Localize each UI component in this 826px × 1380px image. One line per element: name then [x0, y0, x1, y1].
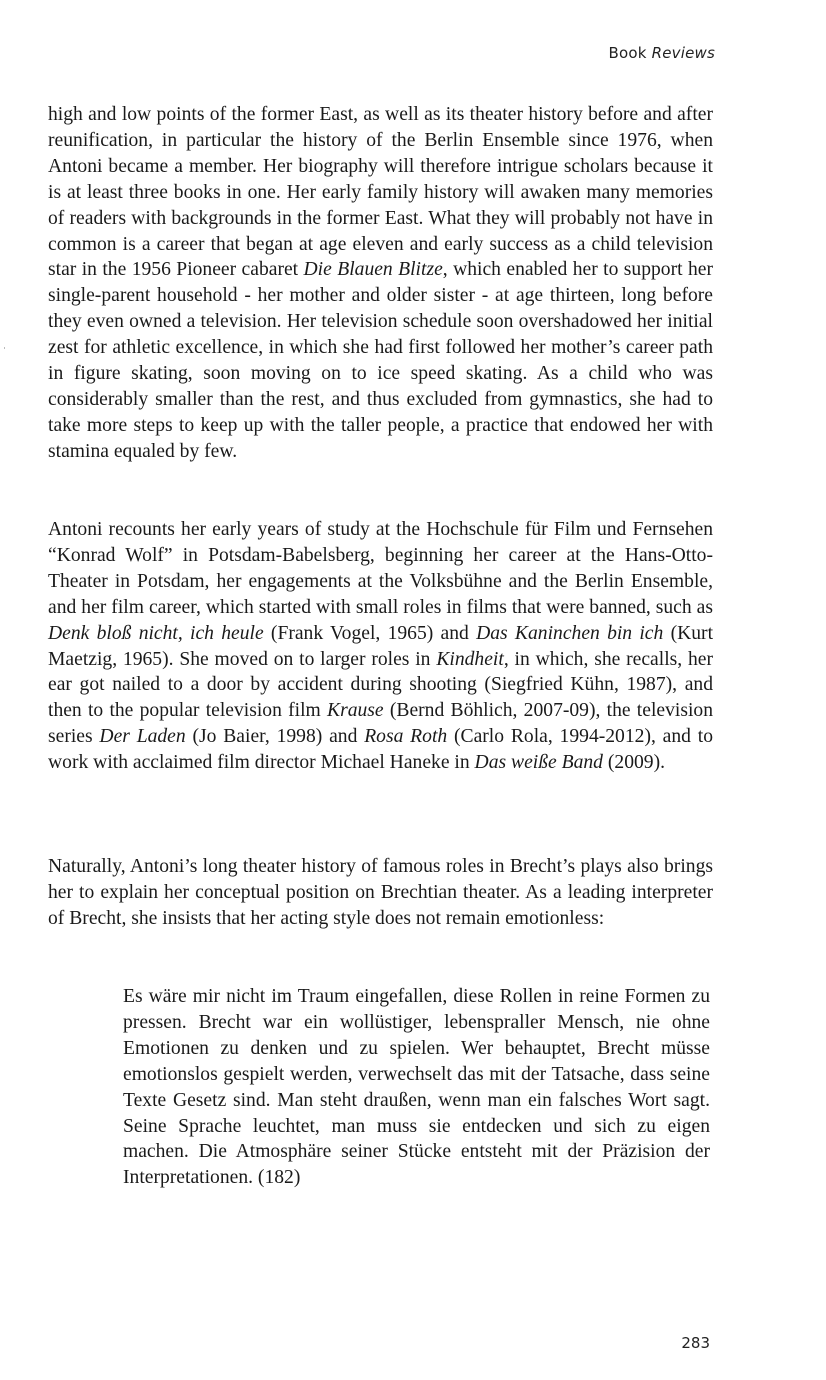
- margin-mark: [4, 347, 5, 349]
- italic-title: Denk bloß nicht, ich heule: [48, 622, 264, 644]
- paragraph-1: [48, 102, 713, 465]
- text-run: (Kurt Maetzig, 1965). She moved on to larger roles in: [48, 622, 714, 670]
- italic-title: Kindheit: [436, 648, 504, 670]
- text-run: (Carlo Rola, 1994-2012), and to work with acclaimed film director Michael Haneke in: [48, 726, 714, 774]
- text-run: (Frank Vogel, 1965) and: [263, 622, 477, 644]
- text-run: , which enabled her to support her single-parent household - her mother and older sister - at age thirteen, long before they even owned a television. Her television schedule soon overshadowed her initial zest for athletic excellence, in which she had first followed her mother’s career path in figure skating, soon moving on to ice speed skating. As a child who was considerably smaller than the rest, and thus excluded from gymnastics, she had to take more steps to keep up with the taller people, a practice that endowed her with stamina equaled by few.: [48, 259, 713, 462]
- text-run: (Bernd Böhlich, 2007-09), the television series: [48, 700, 713, 748]
- text-run: Naturally, Antoni’s long theater history of famous roles in Brecht’s plays also brings her to explain her conceptual position on Brechtian theater. As a leading interpreter of Brecht, she insists that her acting style does not remain emotionless:: [48, 856, 713, 929]
- text-run: high and low points of the former East, as well as its theater history before and after reunification, in particular the history of the Berlin Ensemble since 1976, when Antoni became a member. Her biography will therefore intrigue scholars because it is at least three books in one. Her early family history will awaken many memories of readers with backgrounds in the former East. What they will probably not have in common is a career that began at age eleven and early success as a child television star in the 1956 Pioneer cabaret: [48, 104, 713, 281]
- running-head: [608, 44, 715, 62]
- text-run: , in which, she recalls, her ear got nailed to a door by accident during shooting (Siegfried Kühn, 1987), and then to the popular television film: [48, 648, 713, 722]
- text-run: (2009).: [602, 752, 666, 774]
- text-run: Antoni recounts her early years of study at the Hochschule für Film und Fernsehen “Konrad Wolf” in Potsdam-Babelsberg, beginning her career at the Hans-Otto-Theater in Potsdam, her engagements at the Volksbühne and the Berlin Ensemble, and her film career, which started with small roles in films that were banned, such as: [48, 519, 713, 618]
- page-number: 283: [681, 1334, 710, 1352]
- running-head-reviews: Reviews: [651, 44, 715, 62]
- italic-title: Die Blauen Blitze: [303, 259, 443, 281]
- italic-title: Rosa Roth: [364, 726, 448, 748]
- paragraph-3: [48, 854, 713, 932]
- italic-title: Der Laden: [99, 726, 186, 748]
- text-run: (Jo Baier, 1998) and: [185, 726, 365, 748]
- italic-title: Krause: [327, 700, 384, 722]
- running-head-book: Book: [608, 44, 647, 62]
- italic-title: Das weiße Band: [474, 752, 603, 774]
- italic-title: Das Kaninchen bin ich: [476, 622, 664, 644]
- paragraph-2: [48, 517, 713, 776]
- block-quote: Es wäre mir nicht im Traum eingefallen, diese Rollen in reine Formen zu pressen. Brecht war ein wollüstiger, lebenspraller Mensch, nie ohne Emotionen zu denken und zu spielen. Wer behauptet, Brecht müsse emotionslos gespielt werden, verwechselt das mit der Tatsache, dass seine Texte Gesetz sind. Man steht draußen, wenn man ein falsches Wort sagt. Seine Sprache leuchtet, man muss sie entdecken und sich zu eigen machen. Die Atmosphäre seiner Stücke entsteht mit der Präzision der Interpretationen. (182): [123, 986, 710, 1189]
